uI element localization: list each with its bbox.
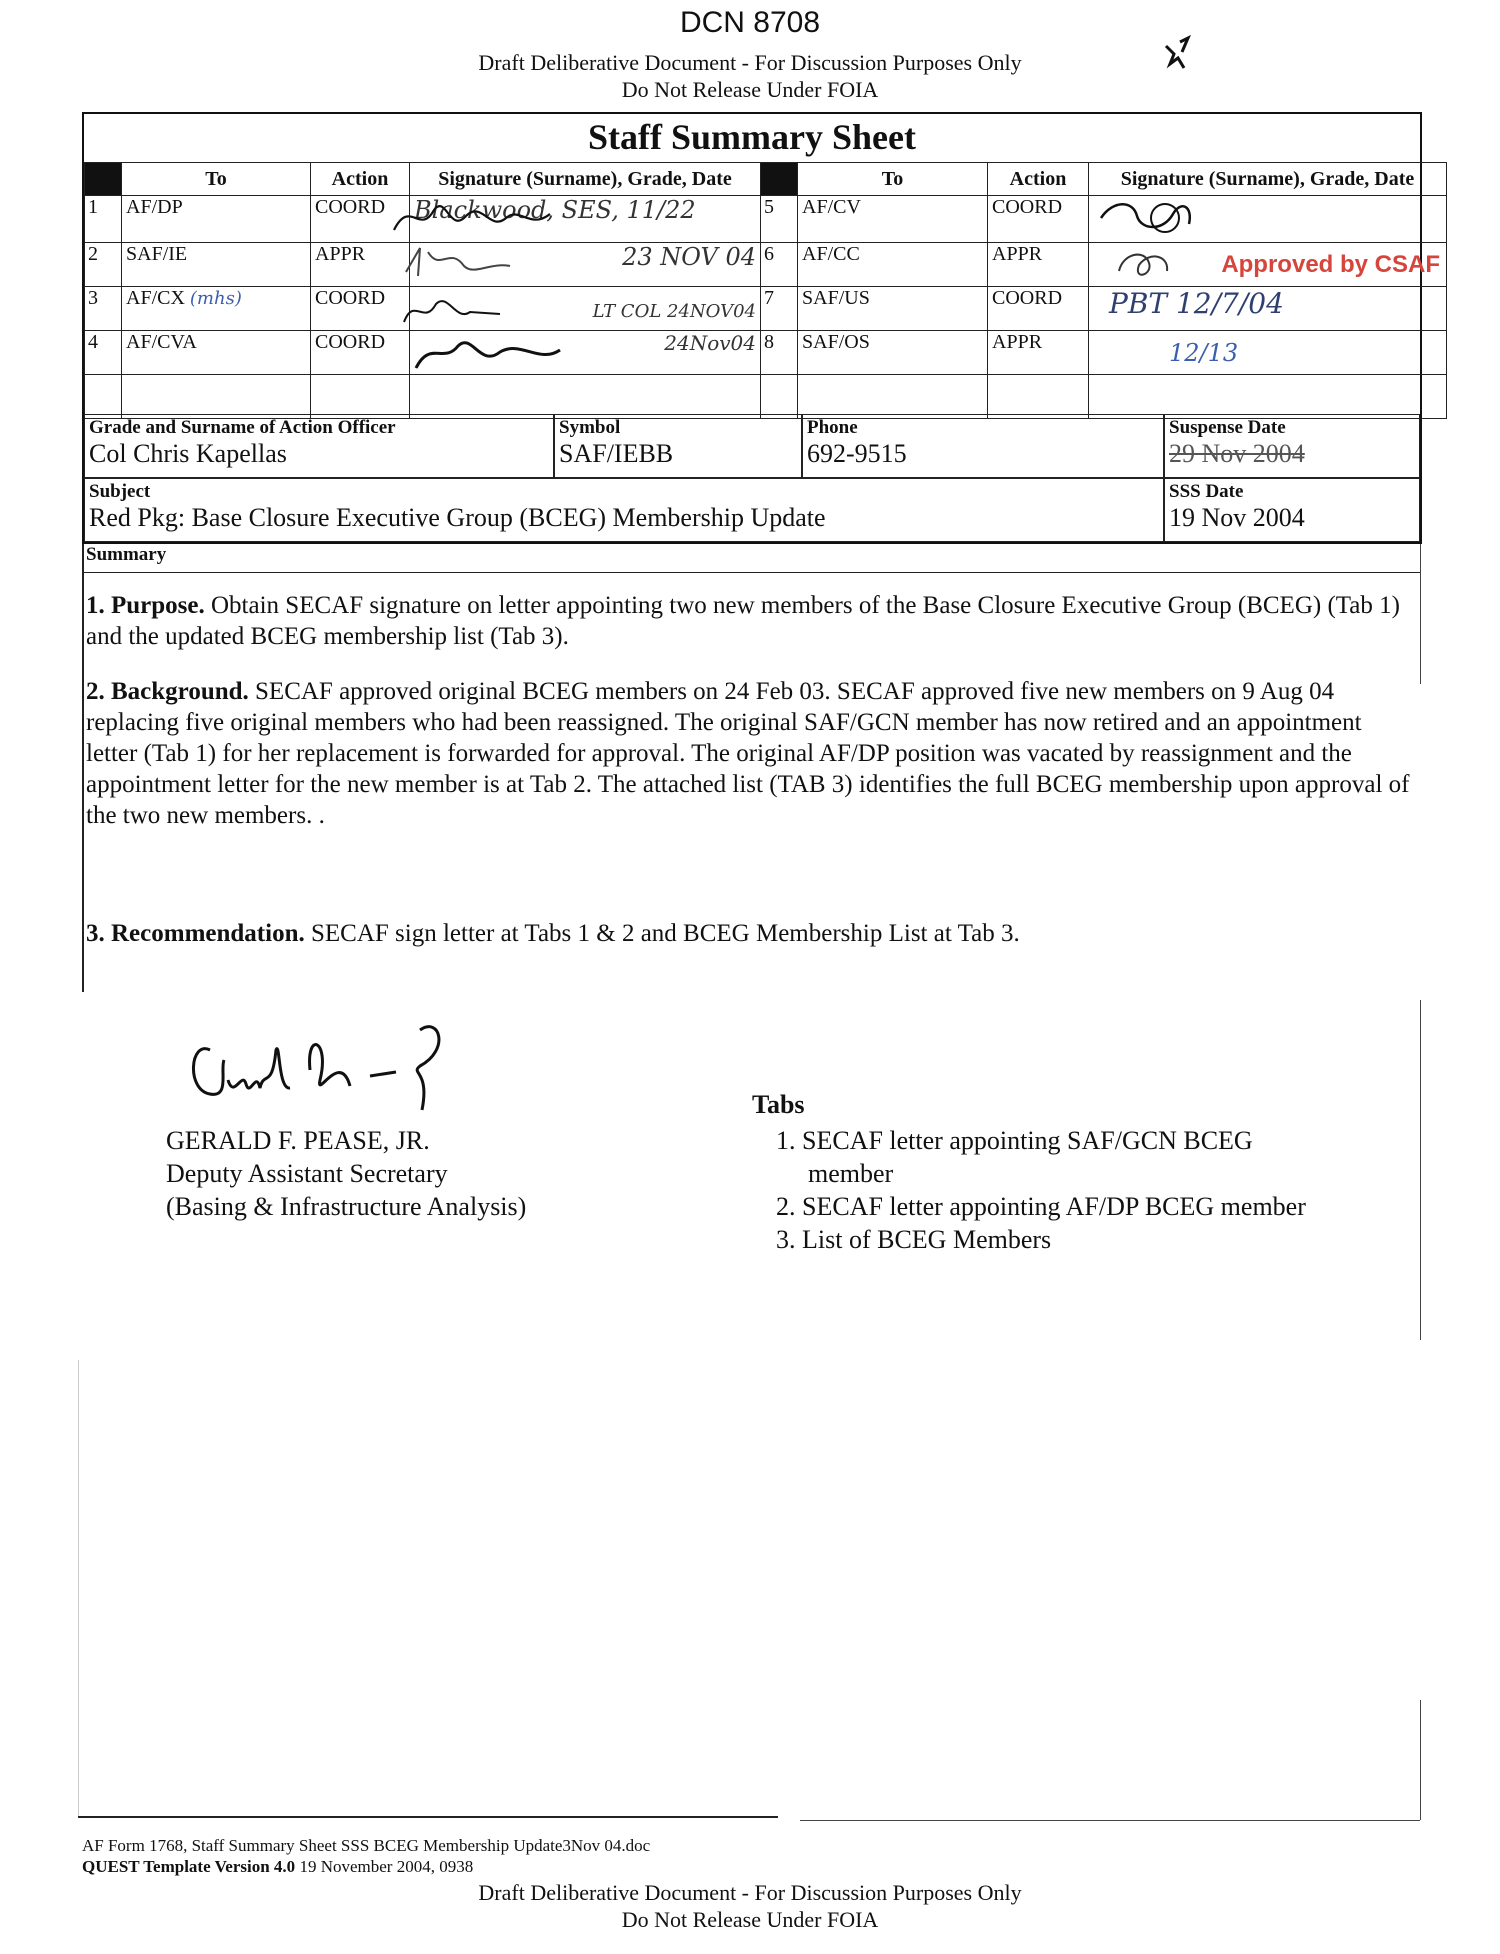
recommendation-text: SECAF sign letter at Tabs 1 & 2 and BCEG Membership List at Tab 3.	[310, 920, 1020, 947]
recommendation-heading: 3. Recommendation.	[86, 920, 305, 947]
action-officer-value: Col Chris Kapellas	[89, 439, 287, 468]
route-action: APPR	[988, 331, 1089, 375]
route-action: COORD	[311, 196, 410, 243]
suspense-value: 29 Nov 2004	[1169, 439, 1305, 468]
subject-label: Subject	[89, 481, 151, 502]
background-heading: 2. Background.	[86, 678, 249, 705]
row-number: 7	[761, 287, 798, 331]
left-faint-rule	[78, 1360, 79, 1816]
signer-title-1: Deputy Assistant Secretary	[166, 1159, 448, 1188]
summary-divider	[84, 572, 1420, 573]
header-black-cell	[85, 163, 122, 196]
route-to: AF/CV	[798, 196, 988, 243]
col-signature: Signature (Surname), Grade, Date	[410, 163, 761, 196]
suspense-label: Suspense Date	[1169, 417, 1286, 438]
route-signature: PBT 12/7/04	[1089, 287, 1447, 331]
handwritten-initials-icon	[1109, 245, 1199, 285]
tab-item: 3. List of BCEG Members	[776, 1225, 1052, 1254]
bottom-rule-left	[78, 1816, 778, 1818]
route-signature	[1089, 243, 1447, 287]
right-margin-rule	[1420, 1700, 1421, 1820]
tab-item: 1. SECAF letter appointing SAF/GCN BCEG	[776, 1126, 1253, 1155]
phone-value: 692-9515	[807, 439, 907, 468]
subject-cell	[84, 478, 1164, 542]
table-row	[85, 243, 1447, 287]
signature-scrawl-icon	[400, 292, 510, 328]
route-action: COORD	[988, 196, 1089, 243]
route-action: APPR	[311, 243, 410, 287]
table-row	[85, 287, 1447, 331]
route-to-note: (mhs)	[189, 288, 242, 309]
route-action: APPR	[988, 243, 1089, 287]
signer-title-2: (Basing & Infrastructure Analysis)	[166, 1192, 527, 1221]
purpose-paragraph	[86, 590, 1416, 652]
col-to-2: To	[798, 163, 988, 196]
handwritten-initials-icon	[1093, 196, 1203, 236]
route-to: AF/CC	[798, 243, 988, 287]
phone-label: Phone	[807, 417, 858, 438]
row-number: 6	[761, 243, 798, 287]
table-row	[85, 331, 1447, 375]
action-officer-cell	[84, 414, 554, 478]
background-text: SECAF approved original BCEG members on 24 Feb 03. SECAF approved five new members on 9 Aug 04 replacing five original members who had been reassigned. The original SAF/GCN member has now retired and an appointment letter (Tab 1) for her replacement is forwarded for approval. The original AF/DP position was vacated by reassignment and the appointment letter for the new member is at Tab 2. The attached list (TAB 3) identifies the full BCEG membership upon approval of the two new members. .	[86, 678, 1410, 829]
right-margin-rule	[1420, 544, 1421, 684]
footer-template-date: 19 November 2004, 0938	[299, 1857, 474, 1876]
table-row	[85, 196, 1447, 243]
recommendation-paragraph	[86, 918, 1416, 949]
route-to: SAF/OS	[798, 331, 988, 375]
symbol-label: Symbol	[559, 417, 621, 438]
form-title: Staff Summary Sheet	[588, 117, 916, 157]
caveat-top-2: Do Not Release Under FOIA	[621, 77, 879, 102]
phone-cell	[802, 414, 1164, 478]
route-to	[122, 287, 311, 331]
symbol-cell	[554, 414, 802, 478]
initial-mark-icon	[1160, 34, 1196, 74]
route-to: SAF/US	[798, 287, 988, 331]
route-action: COORD	[988, 287, 1089, 331]
col-action: Action	[311, 163, 410, 196]
background-paragraph	[86, 676, 1416, 831]
signer-block	[166, 1124, 526, 1223]
route-to-label: AF/CX	[126, 287, 185, 309]
header-black-cell-2	[761, 163, 798, 196]
row-number: 1	[85, 196, 122, 243]
route-to: AF/CVA	[122, 331, 311, 375]
route-to: SAF/IE	[122, 243, 311, 287]
route-signature: Blackwood, SES, 11/22	[410, 196, 761, 243]
suspense-cell	[1164, 414, 1420, 478]
sss-date-label: SSS Date	[1169, 481, 1244, 502]
route-signature: LT COL 24NOV04	[410, 287, 761, 331]
route-to: AF/DP	[122, 196, 311, 243]
table-row-empty	[85, 375, 1447, 419]
purpose-text: Obtain SECAF signature on letter appointing two new members of the Base Closure Executive Group (BCEG) (Tab 1) and the updated BCEG membership list (Tab 3).	[86, 592, 1400, 650]
col-signature-2: Signature (Surname), Grade, Date	[1089, 163, 1447, 196]
bottom-rule-right	[800, 1820, 1420, 1821]
tab-item: 2. SECAF letter appointing AF/DP BCEG member	[776, 1192, 1306, 1221]
tabs-list	[776, 1124, 1306, 1256]
footer-template-line	[82, 1857, 473, 1877]
tab-item: member	[808, 1159, 894, 1188]
route-signature: 12/13	[1089, 331, 1447, 375]
col-action-2: Action	[988, 163, 1089, 196]
action-officer-label: Grade and Surname of Action Officer	[89, 417, 396, 438]
caveat-bottom-1: Draft Deliberative Document - For Discussion Purposes Only	[478, 1880, 1022, 1905]
signature-icon	[180, 1010, 480, 1120]
signature-scrawl-icon	[390, 196, 600, 240]
route-signature: 23 NOV 04	[410, 243, 761, 287]
tabs-heading: Tabs	[752, 1090, 805, 1119]
subject-value: Red Pkg: Base Closure Executive Group (BCEG) Membership Update	[89, 503, 826, 532]
row-number: 2	[85, 243, 122, 287]
route-signature	[1089, 196, 1447, 243]
footer-template-version: QUEST Template Version 4.0	[82, 1857, 296, 1876]
signature-scrawl-icon	[400, 242, 520, 282]
left-margin-rule	[82, 544, 84, 992]
row-number: 8	[761, 331, 798, 375]
caveat-bottom-2: Do Not Release Under FOIA	[621, 1907, 879, 1932]
footer-form-line: AF Form 1768, Staff Summary Sheet SSS BCEG Membership Update3Nov 04.doc	[82, 1836, 651, 1855]
symbol-value: SAF/IEBB	[559, 439, 674, 468]
route-signature: 24Nov04	[410, 331, 761, 375]
row-number: 4	[85, 331, 122, 375]
purpose-heading: 1. Purpose.	[86, 592, 205, 619]
signer-name: GERALD F. PEASE, JR.	[166, 1126, 430, 1155]
routing-table	[84, 162, 1447, 419]
caveat-top-1: Draft Deliberative Document - For Discussion Purposes Only	[478, 50, 1022, 75]
approved-stamp: Approved by CSAF	[1221, 251, 1440, 278]
row-number: 5	[761, 196, 798, 243]
sss-date-value: 19 Nov 2004	[1169, 503, 1305, 532]
right-margin-rule	[1420, 1000, 1421, 1340]
row-number: 3	[85, 287, 122, 331]
signature-scrawl-icon	[410, 334, 610, 374]
route-action: COORD	[311, 331, 410, 375]
sss-date-cell	[1164, 478, 1420, 542]
route-action: COORD	[311, 287, 410, 331]
dcn-number: DCN 8708	[679, 6, 821, 39]
summary-label: Summary	[86, 544, 167, 565]
col-to: To	[122, 163, 311, 196]
